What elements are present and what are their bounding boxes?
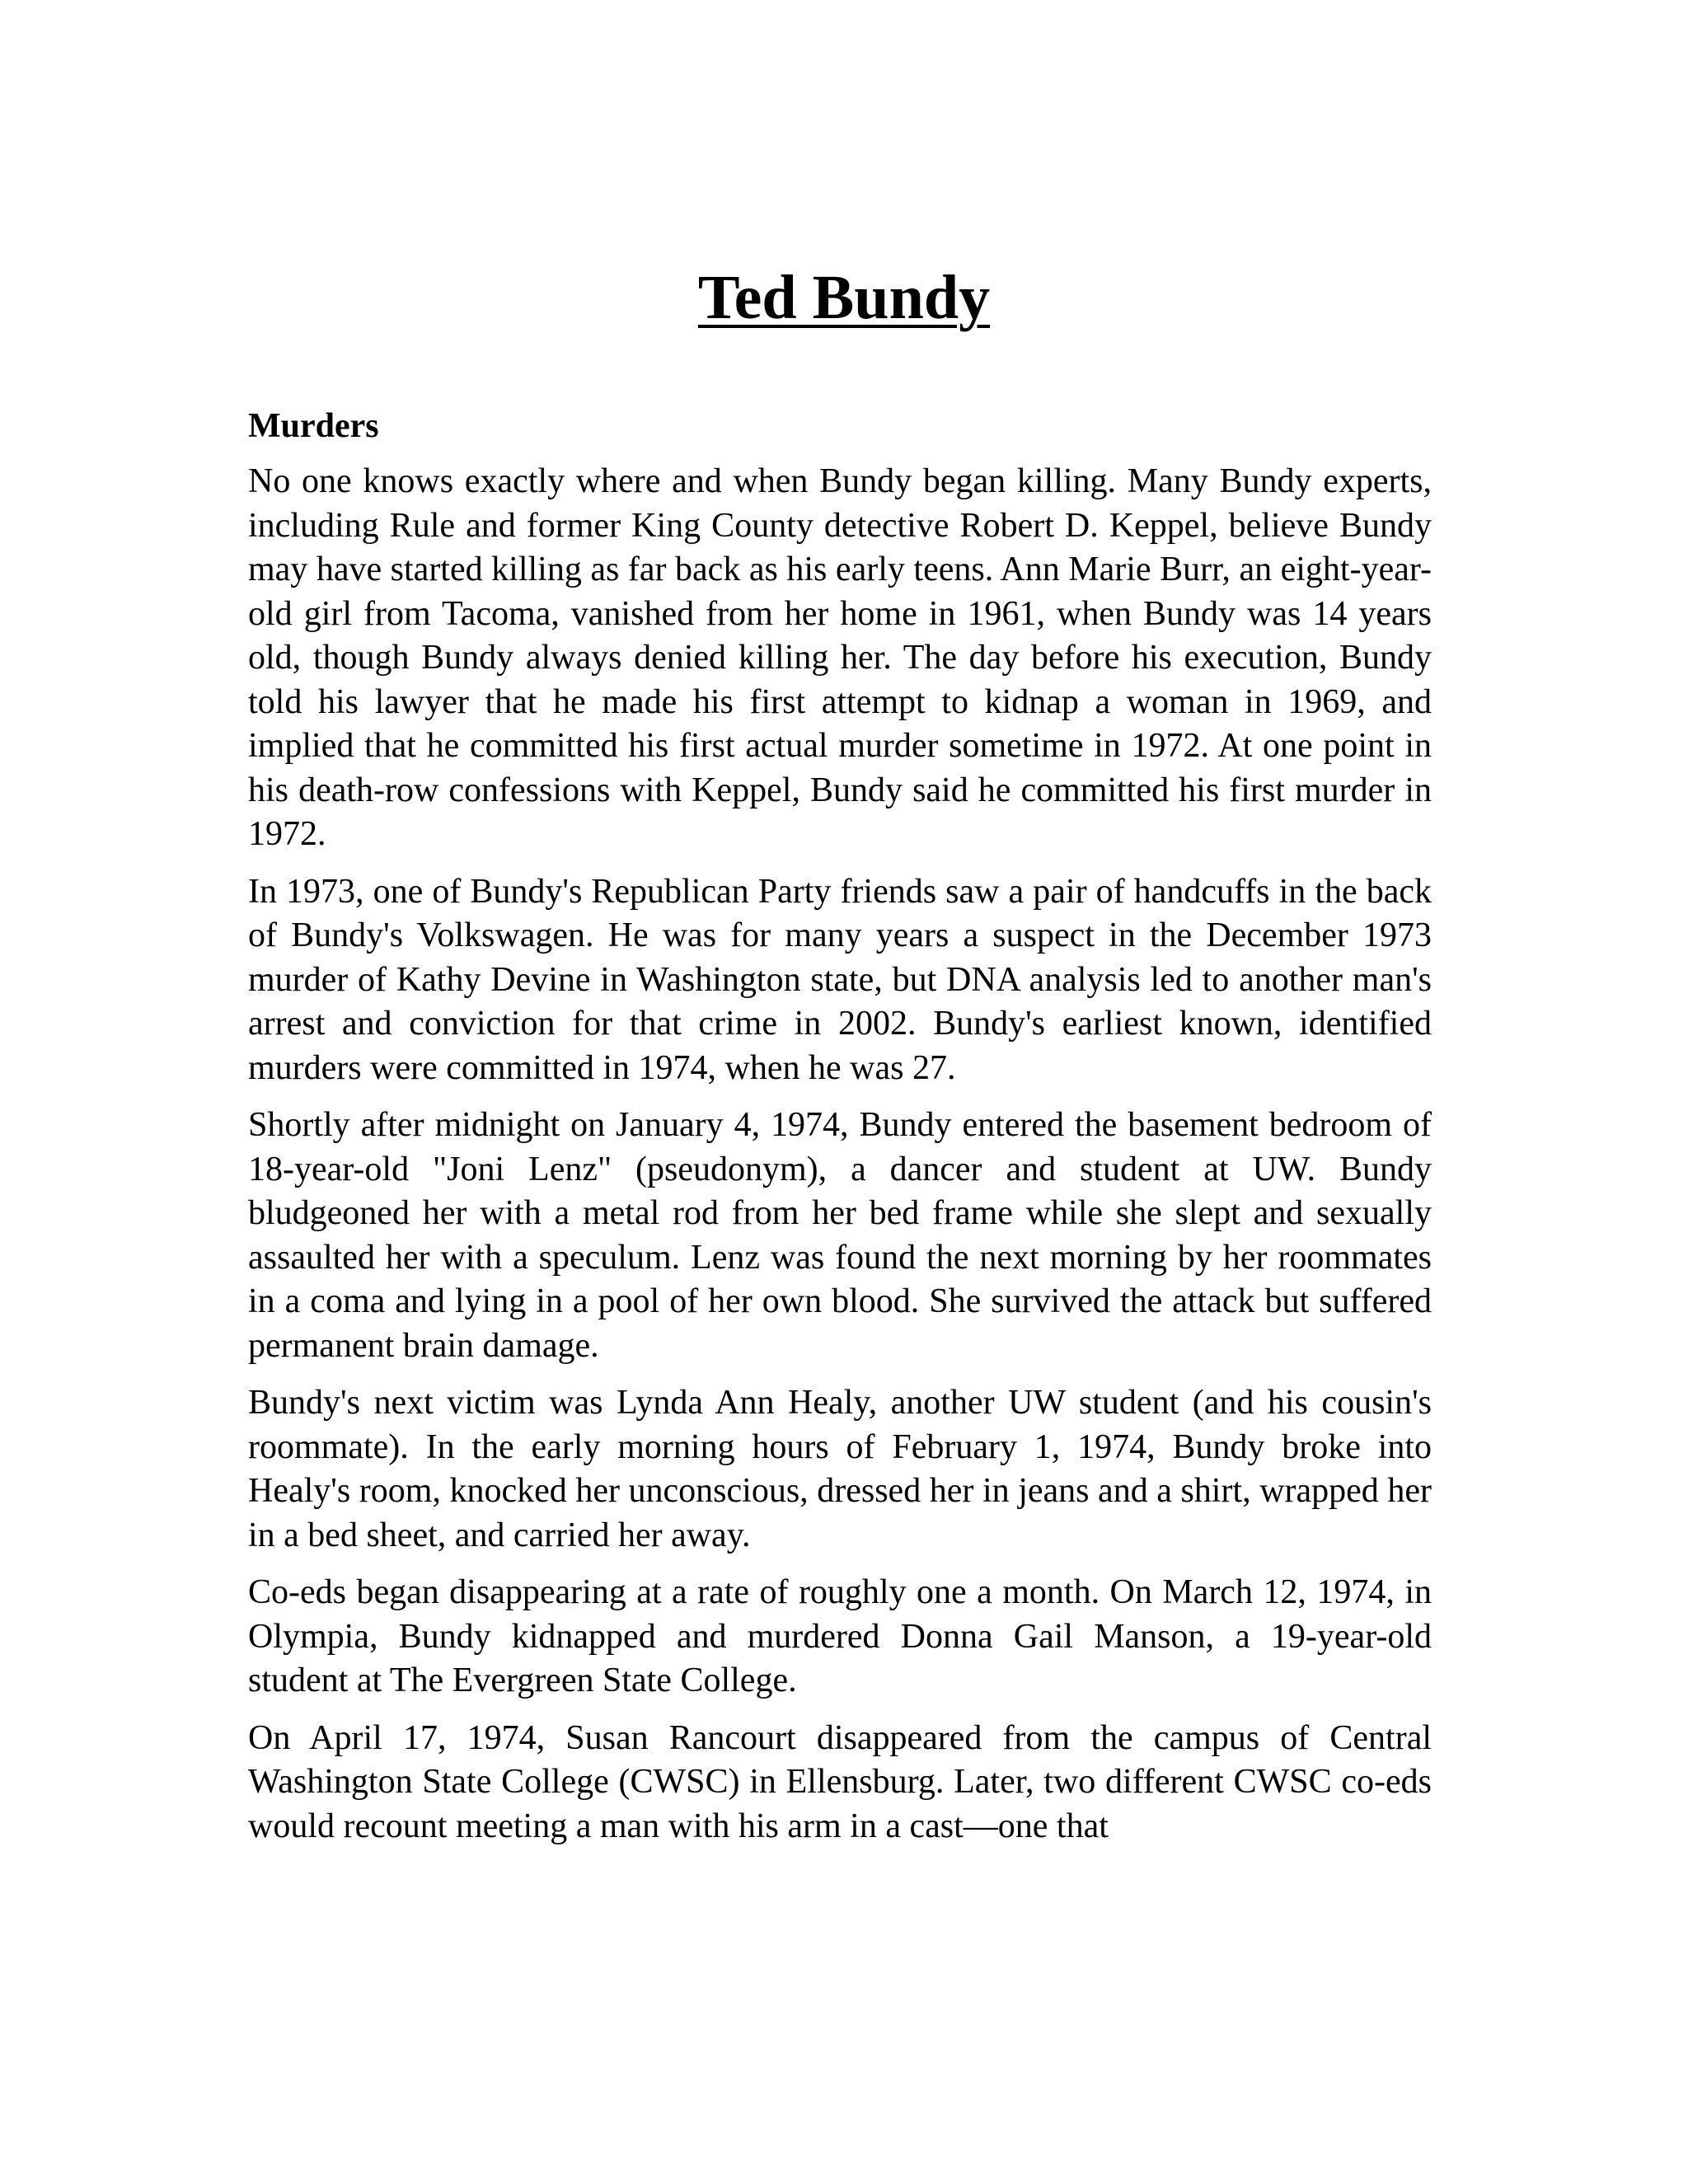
- paragraph-2: In 1973, one of Bundy's Republican Party friends saw a pair of handcuffs in the back of Bundy's Volkswagen. He was for many years a suspect in the December 1973 murder of Kathy Devine in Washington state, but DNA analysis led to another man's arrest and conviction for that crime in 2002. Bundy's earliest known, identified murders were committed in 1974, when he was 27.: [248, 872, 1432, 1087]
- paragraph-6: On April 17, 1974, Susan Rancourt disappeared from the campus of Central Washington State College (CWSC) in Ellensburg. Later, two different CWSC co-eds would recount meeting a man with his arm in a cast—one that: [248, 1718, 1432, 1845]
- document-title-text: Ted Bundy: [697, 263, 991, 332]
- paragraph-1: No one knows exactly where and when Bundy began killing. Many Bundy experts, including Rule and former King County detective Robert D. Keppel, believe Bundy may have started killing as far back as his early teens. Ann Marie Burr, an eight-year-old girl from Tacoma, vanished from her home in 1961, when Bundy was 14 years old, though Bundy always denied killing her. The day before his execution, Bundy told his lawyer that he made his first attempt to kidnap a woman in 1969, and implied that he committed his first actual murder sometime in 1972. At one point in his death-row confessions with Keppel, Bundy said he committed his first murder in 1972.: [248, 462, 1432, 853]
- document-body: [248, 404, 1432, 1862]
- paragraph-3: Shortly after midnight on January 4, 1974, Bundy entered the basement bedroom of 18-year-old "Joni Lenz" (pseudonym), a dancer and student at UW. Bundy bludgeoned her with a metal rod from her bed frame while she slept and sexually assaulted her with a speculum. Lenz was found the next morning by her roommates in a coma and lying in a pool of her own blood. She survived the attack but suffered permanent brain damage.: [248, 1106, 1432, 1365]
- section-heading: Murders: [248, 407, 379, 445]
- paragraph-4: Bundy's next victim was Lynda Ann Healy, another UW student (and his cousin's roommate). In the early morning hours of February 1, 1974, Bundy broke into Healy's room, knocked her unconscious, dressed her in jeans and a shirt, wrapped her in a bed sheet, and carried her away.: [248, 1384, 1432, 1554]
- paragraph-5: Co-eds began disappearing at a rate of roughly one a month. On March 12, 1974, in Olympia, Bundy kidnapped and murdered Donna Gail Manson, a 19-year-old student at The Evergreen State College.: [248, 1573, 1432, 1699]
- document-title: [0, 262, 1688, 334]
